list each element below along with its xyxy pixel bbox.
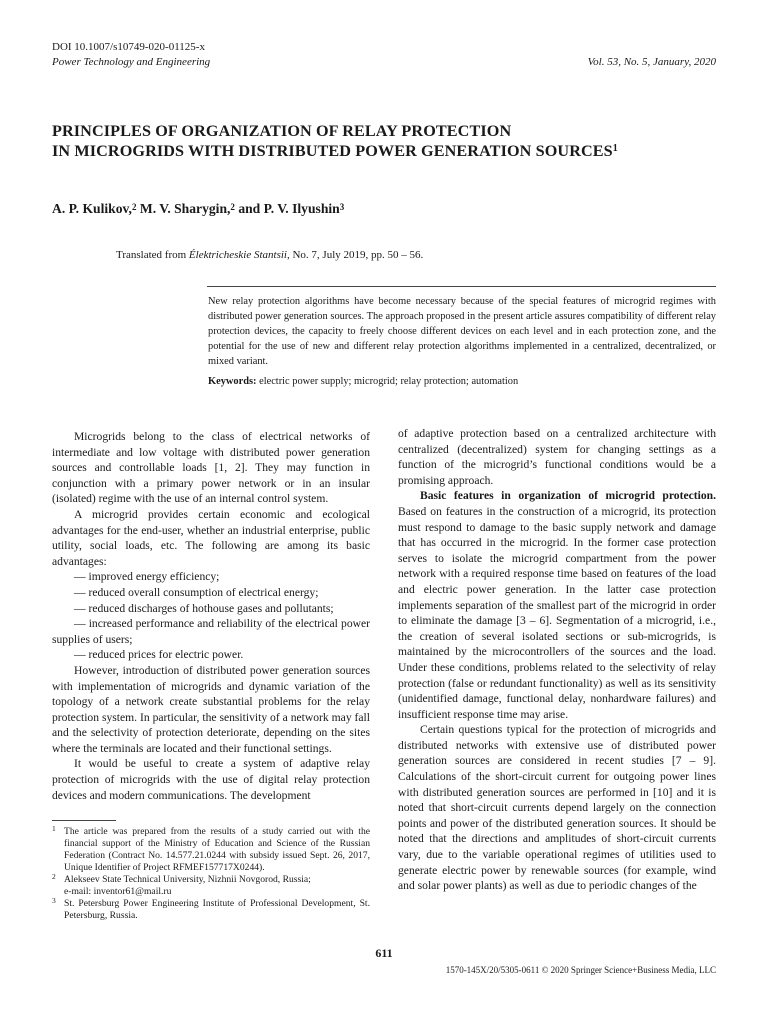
keywords <box>208 374 716 389</box>
volume-info: Vol. 53, No. 5, January, 2020 <box>587 56 716 68</box>
author-conjunction: and <box>238 201 261 216</box>
footnote-rule <box>52 820 116 821</box>
paragraph: Certain questions typical for the protection of microgrids and distributed networks with extensive use of distributed power generation sources are considered in recent studies [7 – 9]. Calculations of the short-circuit current for outgoing power lines with distributed generation sources are performed in [10] and it is noted that short-circuit currents depend largely on the connection points and power of the distributed generation sources. It should be noted that the directions and amplitudes of short-circuit currents vary, due to the variable operational regimes of utilities used to generate electric power by renewable sources (for example, wind and solar power plants) as well as due to periodic changes of the <box>398 723 716 893</box>
footnote-email[interactable]: e-mail: inventor61@mail.ru <box>64 886 172 897</box>
list-item: — reduced prices for electric power. <box>74 648 244 662</box>
paragraph: It would be useful to create a system of adaptive relay protection of microgrids with the use of digital relay protection devices and modern communications. The development <box>52 757 370 802</box>
paragraph: Microgrids belong to the class of electrical networks of intermediate and low voltage with distributed power generation sources and controllable loads [1, 2]. They may function in conjunction with a primary power network or in an insular (isolated) regime with the use of an internal control system. <box>52 430 370 506</box>
abstract-rule <box>207 286 716 287</box>
abstract: New relay protection algorithms have become necessary because of the special features of microgrid regimes with distributed power generation sources. The approach proposed in the present article assures compatibility of different relay protection devices, the capacity to freely choose different devices on each level and in each protection zone, and the potential for the use of new and different relay protection algorithms implemented in a centralized, decentralized, or mixed variant. <box>208 296 716 367</box>
translation-note: Translated from Élektricheskie Stantsii, No. 7, July 2019, pp. 50 – 56. <box>116 249 424 261</box>
footnotes <box>52 826 370 922</box>
list-item: — increased performance and reliability of the electrical power supplies of users; <box>52 617 370 646</box>
author-1-affiliation[interactable]: 2 <box>131 202 137 212</box>
footnote: 1 The article was prepared from the results of a study carried out with the financial support of the Ministry of Education and Science of the Russian Federation (Contract No. 14.577.21.0244 with subsidy issued Sept. 26, 2017, Unique Identifier of Project RFMEF157717X0244). <box>52 824 370 873</box>
doi[interactable]: DOI 10.1007/s10749-020-01125-x <box>52 41 205 53</box>
author-2: M. V. Sharygin, <box>139 201 231 216</box>
footnote: 2 Alekseev State Technical University, Nizhnii Novgorod, Russia; <box>52 872 311 885</box>
author-list <box>52 200 344 218</box>
footnote: 3 St. Petersburg Power Engineering Institute of Professional Development, St. Petersburg, Russia. <box>52 896 370 921</box>
source-journal: Élektricheskie Stantsii <box>188 249 287 261</box>
journal-name: Power Technology and Engineering <box>52 56 211 68</box>
copyright: 1570-145X/20/5305-0611 © 2020 Springer Science+Business Media, LLC <box>445 965 716 975</box>
list-item: — reduced discharges of hothouse gases and pollutants; <box>74 601 334 615</box>
running-header-left <box>52 40 210 70</box>
author-1: A. P. Kulikov, <box>52 201 132 216</box>
title-line-2: IN MICROGRIDS WITH DISTRIBUTED POWER GENERATION SOURCES$^1$ <box>52 142 618 160</box>
author-2-affiliation[interactable]: 2 <box>230 202 235 212</box>
author-3-affiliation[interactable]: 3 <box>339 202 345 212</box>
list-item: — improved energy efficiency; <box>74 570 220 584</box>
section-heading: Basic features in organization of microgrid protection. <box>420 489 716 503</box>
article-title <box>52 121 712 161</box>
title-line-1: PRINCIPLES OF ORGANIZATION OF RELAY PROTECTION <box>52 122 512 140</box>
list-item: — reduced overall consumption of electrical energy; <box>74 585 319 599</box>
paragraph: A microgrid provides certain economic and ecological advantages for the end-user, whether an industrial enterprise, public utility, social loads, etc. The following are among its basic advantages: <box>52 507 370 568</box>
author-3: P. V. Ilyushin <box>263 201 340 216</box>
keywords-text: electric power supply; microgrid; relay protection; automation <box>256 376 519 387</box>
body-column-right <box>398 426 716 894</box>
page-number: 611 <box>375 946 393 960</box>
paragraph: of adaptive protection based on a centralized architecture with centralized (decentralized) system for changing settings as a function of the microgrid’s functional conditions would be a promising approach. <box>398 427 716 487</box>
title-footnote-mark[interactable]: 1 <box>612 143 618 154</box>
paragraph: However, introduction of distributed power generation sources with implementation of microgrids and dynamic variation of the topology of a network create substantial problems for the relay protection system. In particular, the sensitivity of a network may fall and the selectivity of protection deteriorate, depending on the sites where the terminals are located and their functional settings. <box>52 663 370 755</box>
keywords-label: Keywords: <box>208 376 257 387</box>
body-column-left <box>52 429 370 803</box>
paragraph: Basic features in organization of microgrid protection. Based on features in the construction of a microgrid, its protection must respond to damage to the basic supply network and damage that has occurred in the microgrid. In the former case protection serves to isolate the microgrid compartment from the power network with a required response time based on features of the load and electric power generation. In the latter case protection implements separation of the smallest part of the microgrid in order to eliminate the damage [3 – 6]. Segmentation of a microgrid, i.e., the creation of several isolated sections or sub-microgrids, is maintained by the microcontrollers of the sources and the load. Under these conditions, problems related to the selectivity of relay protection (false or redundant functionality) as well as its sensitivity (unidentified damage, functional delay, nonhardware failures) and insufficient response time may arise. <box>398 489 716 721</box>
